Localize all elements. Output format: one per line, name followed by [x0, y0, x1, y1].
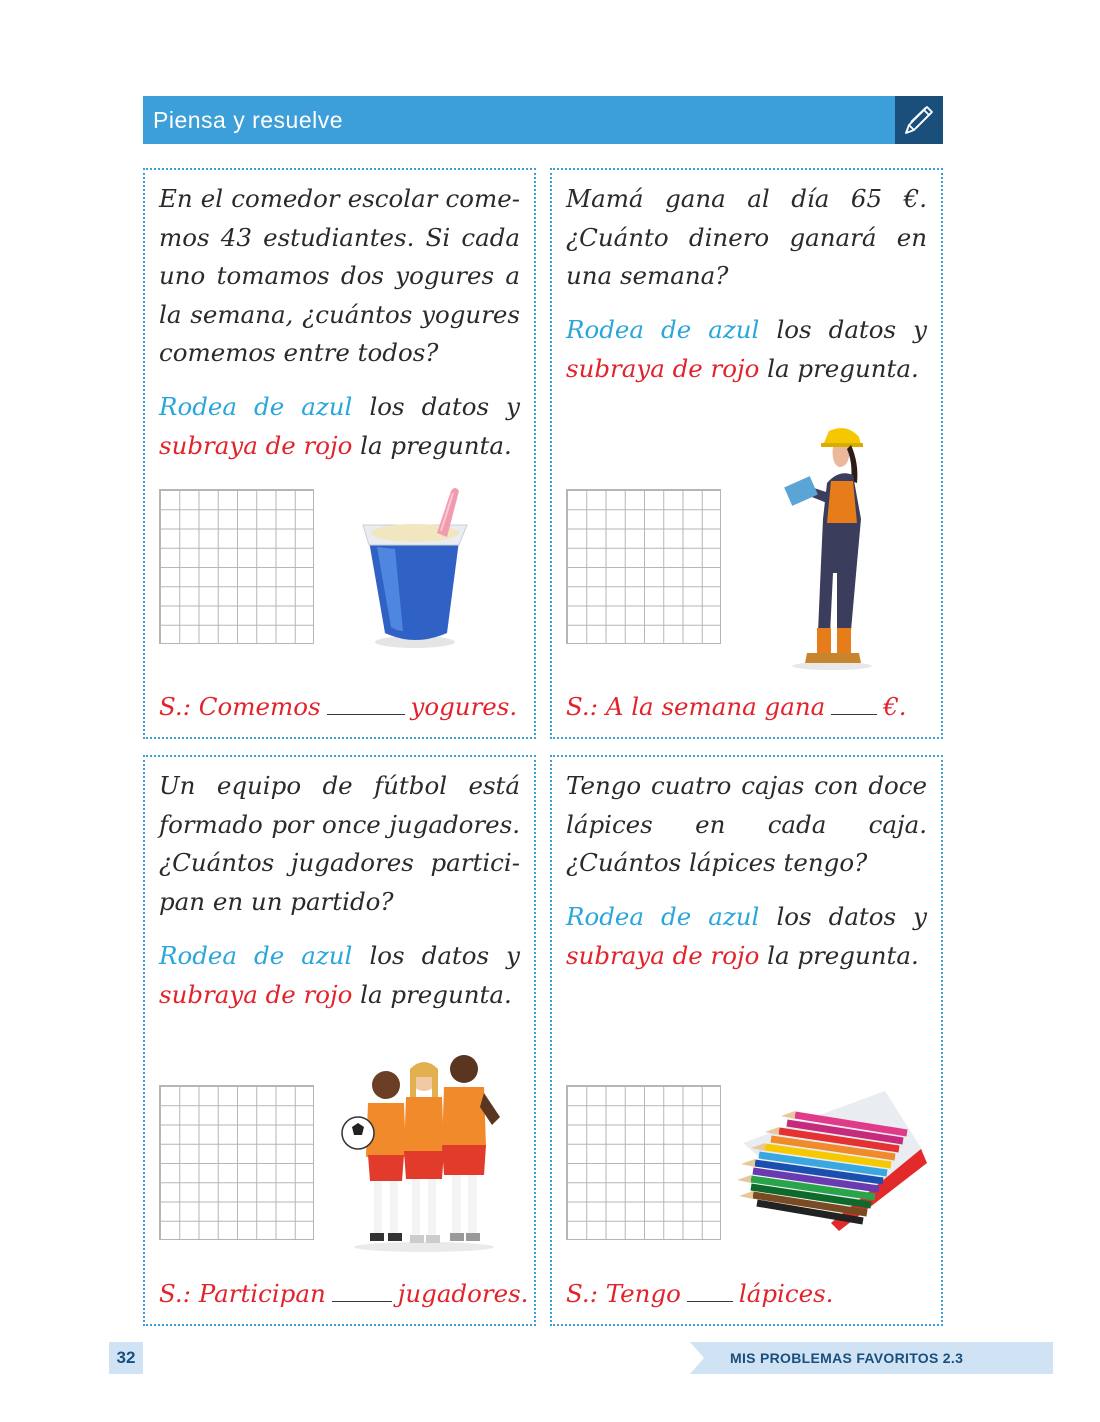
instruction-mid: los datos y	[369, 392, 520, 421]
yogurt-cup-image	[355, 485, 475, 650]
soccer-kids-image	[340, 1047, 508, 1252]
problem-card-1	[143, 168, 536, 739]
instruction-red: subraya de rojo	[566, 353, 760, 383]
instruction-blue: Rodea de azul	[566, 315, 760, 344]
problem-text: Tengo cuatro cajas con doce lápices en cada caja. ¿Cuántos lápices tengo?	[566, 771, 927, 877]
instruction-end: la pregunta.	[360, 430, 512, 460]
problem-text: Mamá gana al día 65 €. ¿Cuánto dinero ganará en una semana?	[566, 184, 927, 290]
problem-text: En el comedor escolar come-mos 43 estudiantes. Si cada uno tomamos dos yogures a la semana, ¿cuántos yogures comemos entre todos?	[159, 184, 520, 367]
answer-suffix: €.	[883, 692, 907, 721]
page-number: 32	[109, 1342, 143, 1374]
answer-blank[interactable]	[332, 1301, 392, 1302]
answer-suffix: jugadores.	[397, 1279, 529, 1308]
problem-card-3	[143, 755, 536, 1326]
answer-line	[566, 1279, 931, 1308]
instruction-blue: Rodea de azul	[566, 902, 760, 931]
instruction-text	[159, 388, 520, 465]
calculation-grid[interactable]	[566, 489, 721, 644]
answer-blank[interactable]	[831, 714, 877, 715]
answer-line	[159, 1279, 529, 1308]
instruction-mid: los datos y	[369, 941, 520, 970]
problem-card-2	[550, 168, 943, 739]
instruction-text	[566, 898, 927, 975]
book-title: MIS PROBLEMAS FAVORITOS 2.3	[730, 1350, 964, 1366]
instruction-mid: los datos y	[776, 902, 927, 931]
instruction-blue: Rodea de azul	[159, 392, 353, 421]
colored-pencils-box-image	[735, 1083, 930, 1233]
instruction-red: subraya de rojo	[159, 979, 353, 1009]
answer-prefix: S.: A la semana gana	[566, 692, 826, 721]
instruction-red: subraya de rojo	[566, 940, 760, 970]
worker-woman-image	[777, 423, 877, 671]
instruction-text	[566, 311, 927, 388]
calculation-grid[interactable]	[159, 489, 314, 644]
problem-card-4	[550, 755, 943, 1326]
instruction-blue: Rodea de azul	[159, 941, 353, 970]
answer-prefix: S.: Participan	[159, 1279, 326, 1308]
instruction-mid: los datos y	[776, 315, 927, 344]
answer-line	[159, 692, 524, 721]
answer-blank[interactable]	[327, 714, 405, 715]
calculation-grid[interactable]	[159, 1085, 314, 1240]
answer-blank[interactable]	[687, 1301, 733, 1302]
answer-prefix: S.: Comemos	[159, 692, 321, 721]
instruction-end: la pregunta.	[767, 353, 919, 383]
section-title: Piensa y resuelve	[153, 106, 344, 133]
instruction-text	[159, 937, 520, 1014]
answer-prefix: S.: Tengo	[566, 1279, 681, 1308]
pencil-icon	[895, 96, 943, 144]
answer-line	[566, 692, 931, 721]
calculation-grid[interactable]	[566, 1085, 721, 1240]
instruction-end: la pregunta.	[360, 979, 512, 1009]
problem-text: Un equipo de fútbol está formado por once jugadores. ¿Cuántos jugadores partici-pan en un partido?	[159, 771, 520, 916]
answer-suffix: lápices.	[738, 1279, 834, 1308]
section-header	[143, 96, 943, 144]
instruction-red: subraya de rojo	[159, 430, 353, 460]
answer-suffix: yogures.	[410, 692, 518, 721]
instruction-end: la pregunta.	[767, 940, 919, 970]
